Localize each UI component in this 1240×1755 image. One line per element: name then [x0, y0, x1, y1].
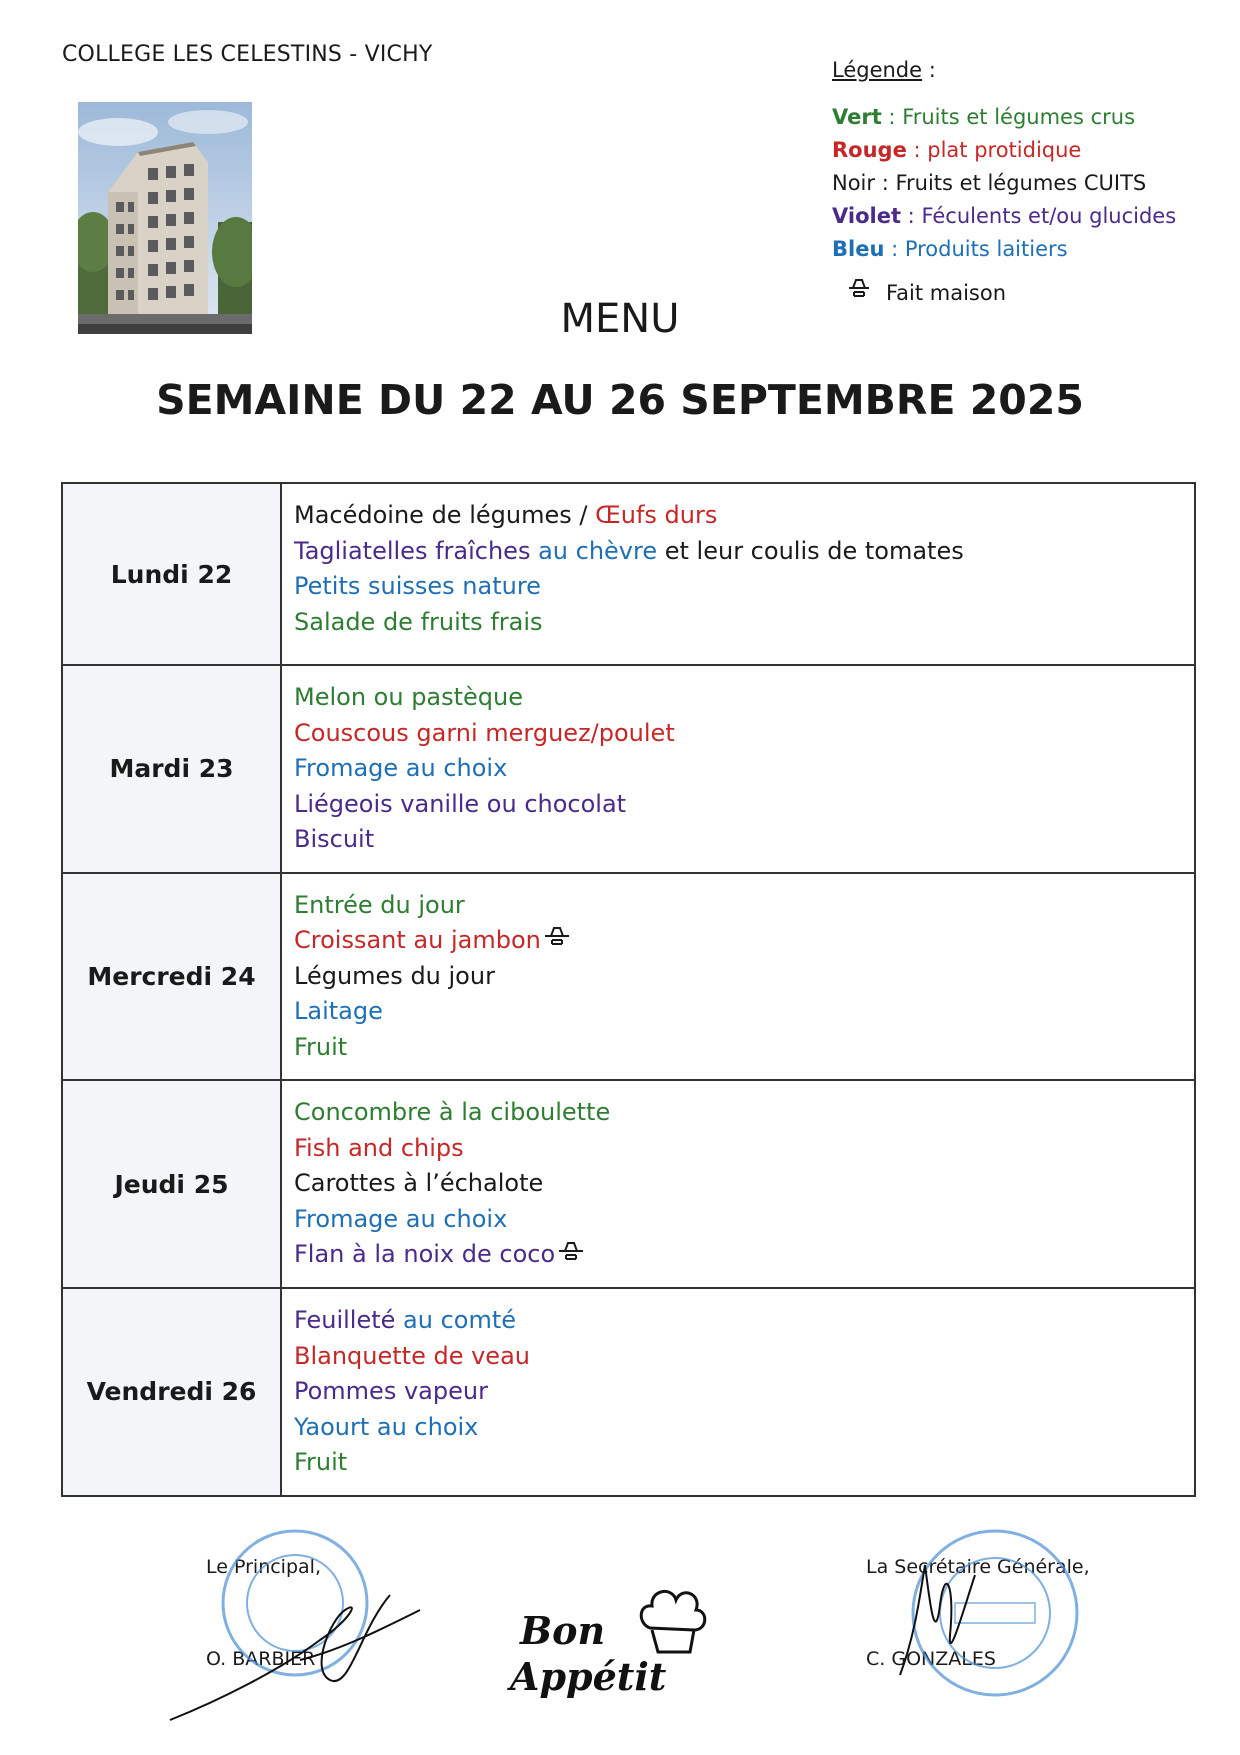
dish-text: Macédoine de légumes /: [294, 501, 596, 529]
legend-title: Légende: [832, 58, 923, 82]
legend-item-noir: [832, 167, 1176, 200]
dish-text: Blanquette de veau: [294, 1341, 530, 1370]
dish-text: Liégeois vanille ou chocolat: [294, 789, 627, 818]
day-label: Mercredi 24: [62, 873, 281, 1081]
dish-line: [294, 1339, 1182, 1375]
legend-desc: Produits laitiers: [904, 237, 1068, 261]
dish-line: [294, 923, 1182, 959]
svg-text:Appétit: Appétit: [510, 1654, 667, 1699]
legend-sep: :: [901, 204, 922, 228]
dish-text: Flan à la noix de coco: [294, 1240, 556, 1269]
fait-maison-label: Fait maison: [886, 280, 1007, 305]
dish-line: [294, 1166, 1182, 1202]
dish-text: au chèvre: [538, 536, 658, 565]
dish-text: Petits suisses nature: [294, 572, 541, 600]
menu-body: [62, 483, 1195, 1496]
dish-line: [294, 605, 1182, 641]
dish-text: Couscous garni merguez/poulet: [294, 718, 675, 747]
dish-line: [294, 498, 1182, 534]
dish-text: Pommes vapeur: [294, 1377, 488, 1405]
dish-line: [294, 534, 1182, 570]
dish-line: [294, 1030, 1182, 1066]
legend-desc: Fruits et légumes crus: [902, 105, 1136, 129]
legend-sep: :: [881, 105, 903, 129]
menu-row: [62, 1288, 1195, 1496]
dish-text: Entrée du jour: [294, 890, 465, 919]
dish-line: [294, 1237, 1182, 1273]
legend-sep: :: [884, 237, 905, 261]
bon-appetit-logo: [500, 1572, 730, 1712]
dish-line: [294, 680, 1182, 716]
dish-text: Œufs durs: [595, 501, 718, 529]
dish-line: [294, 751, 1182, 787]
chef-hat-icon: [641, 1591, 705, 1652]
legend-desc: plat protidique: [927, 138, 1082, 162]
principal-name: O. BARBIER: [206, 1648, 316, 1670]
day-label: Mardi 23: [62, 665, 281, 873]
legend-key: Rouge: [832, 138, 907, 162]
dish-text: Fromage au choix: [294, 754, 508, 782]
chef-hat-icon: [557, 1238, 585, 1274]
dish-line: [294, 822, 1182, 858]
day-label: Lundi 22: [62, 483, 281, 665]
dish-text: Biscuit: [294, 825, 375, 853]
secretary-signature: [890, 1545, 1010, 1689]
dish-line: [294, 1095, 1182, 1131]
legend-key: Bleu: [832, 237, 885, 261]
legend-key: Noir: [832, 171, 876, 195]
dish-text: Melon ou pastèque: [294, 683, 524, 711]
legend-sep: :: [875, 171, 896, 195]
legend-key: Violet: [832, 204, 901, 228]
dish-text: Concombre à la ciboulette: [294, 1098, 611, 1127]
dish-line: [294, 569, 1182, 605]
legend-title-colon: :: [922, 58, 936, 82]
legend-item-vert: [832, 101, 1176, 134]
legend-desc: Féculents et/ou glucides: [921, 204, 1177, 228]
dish-line: [294, 1374, 1182, 1410]
menu-row: [62, 1080, 1195, 1288]
day-dishes: [281, 665, 1195, 873]
dish-line: [294, 994, 1182, 1030]
menu-row: [62, 483, 1195, 665]
principal-signature: [160, 1560, 430, 1734]
week-title: SEMAINE DU 22 AU 26 SEPTEMBRE 2025: [156, 376, 1084, 424]
dish-text: Laitage: [294, 997, 383, 1026]
dish-text: Tagliatelles fraîches: [294, 536, 539, 565]
principal-title: Le Principal,: [206, 1556, 321, 1578]
dish-line: [294, 1131, 1182, 1167]
dish-text: Fruit: [294, 1032, 348, 1061]
legend-item-rouge: [832, 134, 1176, 167]
menu-row: [62, 665, 1195, 873]
legend-desc: Fruits et légumes CUITS: [895, 171, 1147, 195]
menu-title: MENU: [560, 296, 680, 342]
day-dishes: [281, 1288, 1195, 1496]
menu-row: [62, 873, 1195, 1081]
school-name: COLLEGE LES CELESTINS - VICHY: [62, 42, 433, 67]
dish-text: Salade de fruits frais: [294, 607, 543, 636]
dish-text: Feuilleté: [294, 1306, 404, 1334]
menu-table: [61, 482, 1196, 1497]
dish-text: et leur coulis de tomates: [657, 536, 964, 565]
dish-text: Croissant au jambon: [294, 926, 541, 954]
dish-text: Yaourt au choix: [294, 1412, 479, 1441]
legend-key: Vert: [832, 105, 882, 129]
chef-hat-icon: [543, 923, 571, 959]
dish-line: [294, 888, 1182, 924]
legend-item-bleu: [832, 233, 1176, 266]
legend-sep: :: [906, 138, 928, 162]
secretary-name: C. GONZALES: [866, 1648, 996, 1670]
day-dishes: [281, 1080, 1195, 1288]
dish-text: Légumes du jour: [294, 961, 495, 990]
legend-item-violet: [832, 200, 1176, 233]
day-label: Vendredi 26: [62, 1288, 281, 1496]
dish-text: Fruit: [294, 1448, 348, 1476]
dish-line: [294, 959, 1182, 995]
dish-text: au comté: [403, 1306, 517, 1334]
secretary-title: La Secrétaire Générale,: [866, 1556, 1090, 1578]
day-dishes: [281, 873, 1195, 1081]
svg-text:Bon: Bon: [520, 1608, 606, 1653]
dish-line: [294, 1445, 1182, 1481]
dish-text: Carottes à l’échalote: [294, 1169, 544, 1198]
dish-line: [294, 1410, 1182, 1446]
dish-line: [294, 787, 1182, 823]
day-label: Jeudi 25: [62, 1080, 281, 1288]
dish-text: Fish and chips: [294, 1133, 464, 1162]
dish-line: [294, 1202, 1182, 1238]
legend: [832, 54, 1176, 310]
day-dishes: [281, 483, 1195, 665]
dish-text: Fromage au choix: [294, 1204, 508, 1233]
dish-line: [294, 716, 1182, 752]
dish-line: [294, 1303, 1182, 1339]
